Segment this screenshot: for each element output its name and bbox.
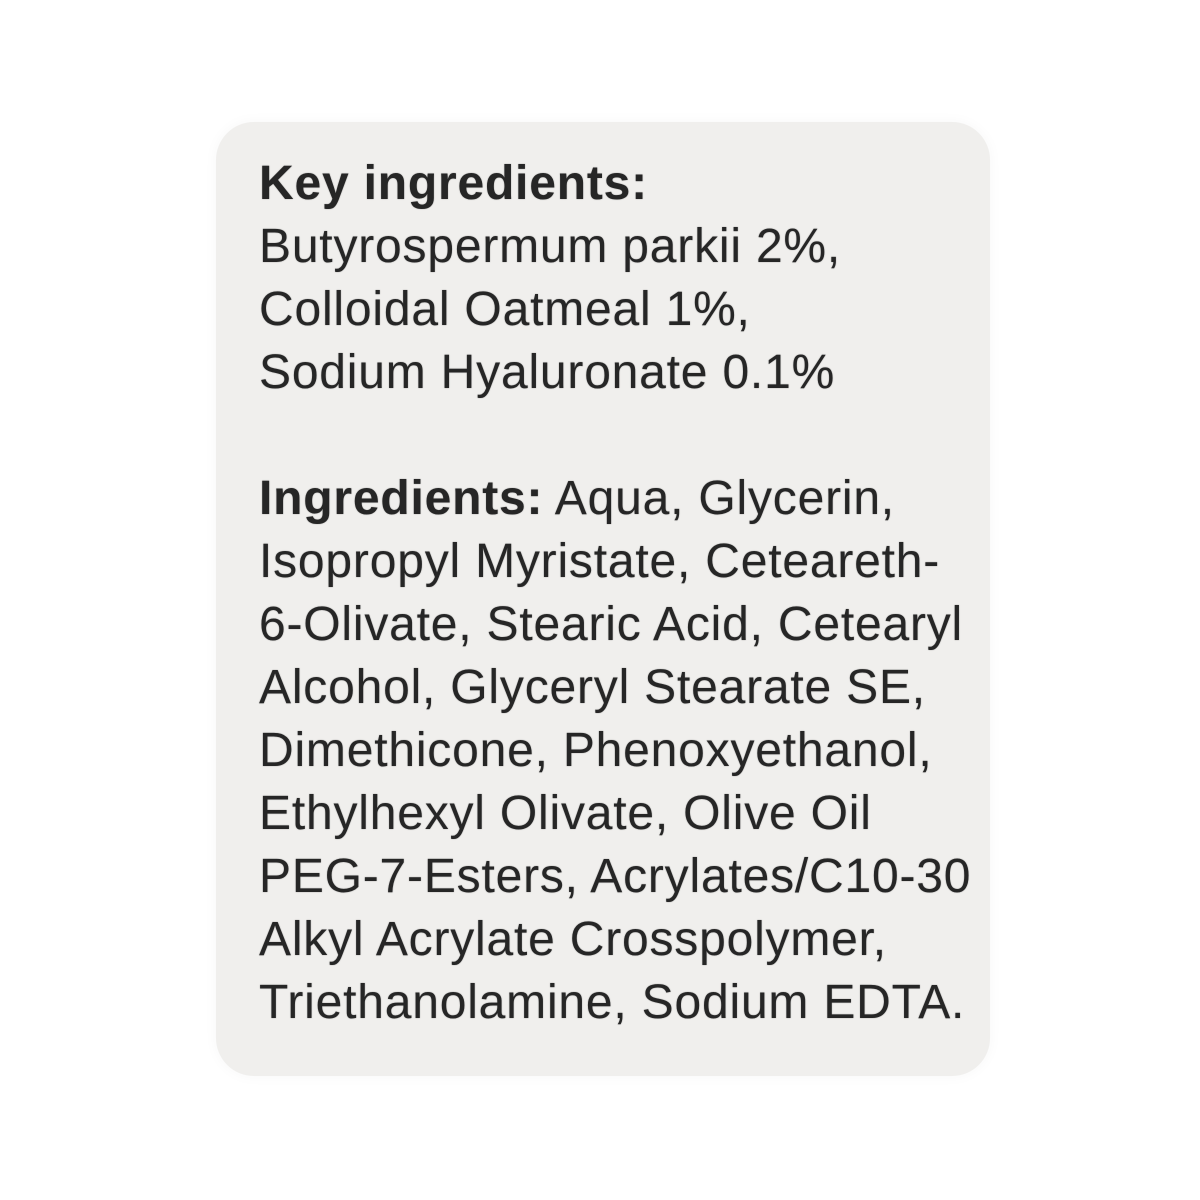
label-content [216, 122, 990, 1034]
key-ingredients-heading: Key ingredients: [259, 157, 648, 210]
ingredients-line: Ethylhexyl Olivate, Olive Oil [259, 787, 872, 840]
key-ingredients-block [259, 152, 962, 404]
ingredients-line: PEG-7-Esters, Acrylates/C10-30 [259, 850, 972, 903]
ingredients-first-line [259, 467, 962, 530]
ingredients-label [216, 122, 990, 1076]
ingredients-line: Triethanolamine, Sodium EDTA. [259, 976, 966, 1029]
ingredients-block [259, 467, 972, 1034]
ingredients-line: Alcohol, Glyceryl Stearate SE, [259, 661, 926, 714]
key-ingredient-line: Colloidal Oatmeal 1%, [259, 283, 751, 336]
key-ingredient-line: Sodium Hyaluronate 0.1% [259, 346, 836, 399]
ingredients-heading: Ingredients: [259, 472, 544, 525]
ingredients-first-line-rest: Aqua, Glycerin, [554, 472, 895, 525]
ingredients-line: 6-Olivate, Stearic Acid, Cetearyl [259, 598, 964, 651]
key-ingredient-line: Butyrospermum parkii 2%, [259, 220, 842, 273]
ingredients-line: Isopropyl Myristate, Ceteareth- [259, 535, 941, 588]
ingredients-line: Alkyl Acrylate Crosspolymer, [259, 913, 887, 966]
ingredients-line: Dimethicone, Phenoxyethanol, [259, 724, 933, 777]
